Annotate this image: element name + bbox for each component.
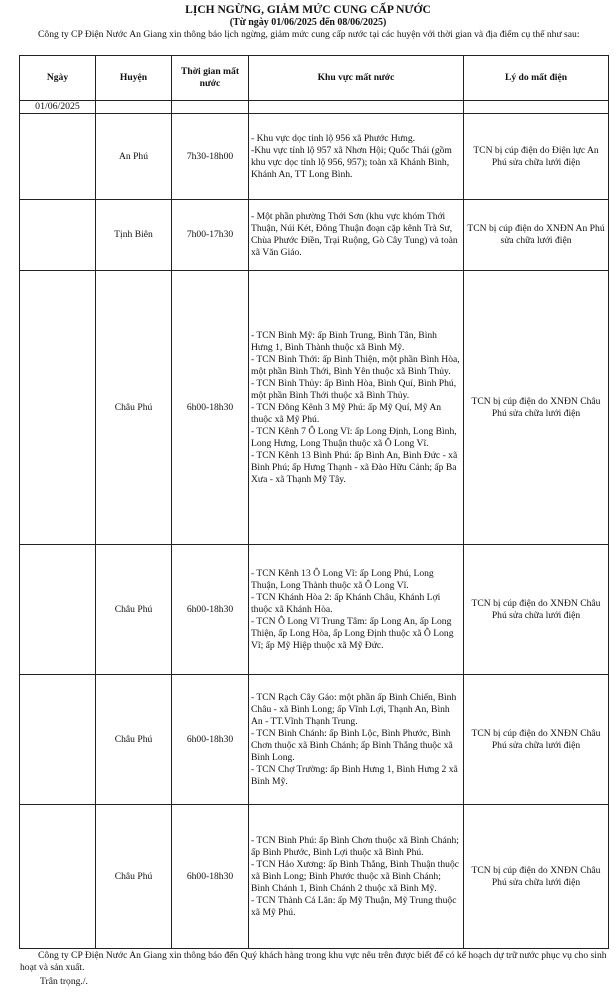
header-area: Khu vực mất nước bbox=[249, 56, 464, 101]
empty-cell bbox=[172, 101, 249, 114]
time-cell: 7h00-17h30 bbox=[172, 200, 249, 271]
area-cell: - Một phần phường Thới Sơn (khu vực khóm Thới Thuận, Núi Két, Đông Thuận đoạn cặp kênh Trà Sư, Chùa Phước Điền, Trại Ruộng, Gò Cây Tung) và toàn xã Văn Giáo. bbox=[249, 200, 464, 271]
district-cell: Châu Phú bbox=[96, 545, 172, 675]
time-cell: 6h00-18h30 bbox=[172, 271, 249, 545]
reason-cell: TCN bị cúp điện do XNĐN Châu Phú sửa chữa lưới điện bbox=[464, 805, 609, 949]
empty-cell bbox=[464, 101, 609, 114]
area-cell: - TCN Bình Mỹ: ấp Bình Trung, Bình Tân, Bình Hưng 1, Bình Thành thuộc xã Bình Mỹ. - TCN Bình Thới: ấp Bình Thiện, một phần Bình Hòa, một phần Bình Thới, Bình Yên thuộc xã Bình Thủy. - TCN Bình Thủy: ấp Bình Hòa, Bình Quí, Bình Phú, một phần Bình Thới thuộc xã Bình Thủy. - TCN Đông Kênh 3 Mỹ Phú: ấp Mỹ Quí, Mỹ An thuộc xã Mỹ Phú. - TCN Kênh 7 Ô Long Vĩ: ấp Long Định, Long Bình, Long Hưng, Long Thuận thuộc xã Ô Long Vĩ. - TCN Kênh 13 Bình Phú: ấp Bình An, Bình Đức - xã Bình Phú; ấp Hưng Thạnh - xã Đào Hữu Cảnh; ấp Ba Xưa - xã Thạnh Mỹ Tây. bbox=[249, 271, 464, 545]
footer-notice: Công ty CP Điện Nước An Giang xin thông báo đến Quý khách hàng trong khu vực nêu trên được biết để có kế hoạch dự trữ nước phục vụ cho sinh hoạt và sản xuất. bbox=[20, 950, 607, 973]
time-cell: 6h00-18h30 bbox=[172, 805, 249, 949]
empty-date-cell bbox=[20, 545, 96, 675]
time-cell: 6h00-18h30 bbox=[172, 545, 249, 675]
area-cell: - TCN Kênh 13 Ô Long Vĩ: ấp Long Phú, Long Thuận, Long Thành thuộc xã Ô Long Vĩ. - TCN Khánh Hòa 2: ấp Khánh Châu, Khánh Lợi thuộc xã Khánh Hòa. - TCN Ô Long Vĩ Trung Tâm: ấp Long An, ấp Long Thiện, ấp Long Hòa, ấp Long Định thuộc xã Ô Long Vĩ; ấp Mỹ Hiệp thuộc xã Mỹ Đức. bbox=[249, 545, 464, 675]
date-range-subtitle: (Từ ngày 01/06/2025 đến 08/06/2025) bbox=[229, 17, 387, 28]
table-row bbox=[20, 805, 609, 949]
header-reason: Lý do mất điện bbox=[464, 56, 609, 101]
district-cell: An Phú bbox=[96, 114, 172, 200]
district-cell: Tịnh Biên bbox=[96, 200, 172, 271]
table-header-row bbox=[20, 56, 609, 101]
district-cell: Châu Phú bbox=[96, 271, 172, 545]
intro-paragraph: Công ty CP Điện Nước An Giang xin thông báo lịch ngừng, giảm mức cung cấp nước tại các huyện với thời gian và địa điểm cụ thể như sau: bbox=[38, 29, 580, 40]
reason-cell: TCN bị cúp điện do XNĐN Châu Phú sửa chữa lưới điện bbox=[464, 675, 609, 805]
area-cell: - Khu vực dọc tỉnh lộ 956 xã Phước Hưng. -Khu vực tỉnh lộ 957 xã Nhơn Hội; Quốc Thái (gồm khu vực dọc tỉnh lộ 956, 957); toàn xã Khánh Bình, Khánh An, TT Long Bình. bbox=[249, 114, 464, 200]
district-cell: Châu Phú bbox=[96, 675, 172, 805]
time-cell: 7h30-18h00 bbox=[172, 114, 249, 200]
empty-date-cell bbox=[20, 805, 96, 949]
header-time: Thời gian mất nước bbox=[172, 56, 249, 101]
table-row bbox=[20, 545, 609, 675]
empty-date-cell bbox=[20, 114, 96, 200]
date-row bbox=[20, 101, 609, 114]
empty-date-cell bbox=[20, 675, 96, 805]
reason-cell: TCN bị cúp điện do XNĐN An Phú sửa chữa lưới điện bbox=[464, 200, 609, 271]
schedule-table bbox=[19, 55, 609, 949]
closing-line: Trân trọng./. bbox=[40, 976, 88, 987]
date-cell: 01/06/2025 bbox=[20, 101, 96, 114]
empty-cell bbox=[96, 101, 172, 114]
time-cell: 6h00-18h30 bbox=[172, 675, 249, 805]
reason-cell: TCN bị cúp điện do XNĐN Châu Phú sửa chữa lưới điện bbox=[464, 271, 609, 545]
table-row bbox=[20, 114, 609, 200]
empty-cell bbox=[249, 101, 464, 114]
table-row bbox=[20, 675, 609, 805]
district-cell: Châu Phú bbox=[96, 805, 172, 949]
empty-date-cell bbox=[20, 271, 96, 545]
header-date: Ngày bbox=[20, 56, 96, 101]
reason-cell: TCN bị cúp điện do XNĐN Châu Phú sửa chữa lưới điện bbox=[464, 545, 609, 675]
reason-cell: TCN bị cúp điện do Điện lực An Phú sửa chữa lưới điện bbox=[464, 114, 609, 200]
header-district: Huyện bbox=[96, 56, 172, 101]
table-row bbox=[20, 200, 609, 271]
area-cell: - TCN Bình Phú: ấp Bình Chơn thuộc xã Bình Chánh; ấp Bình Phước, Bình Lợi thuộc xã Bình Phú. - TCN Hảo Xương: ấp Bình Thắng, Bình Thuận thuộc xã Bình Long; Bình Phước thuộc xã Bình Chánh; Bình Chánh 1, Bình Chánh 2 thuộc xã Bình Mỹ. - TCN Thành Cá Lăn: ấp Mỹ Thuận, Mỹ Trung thuộc xã Mỹ Phú. bbox=[249, 805, 464, 949]
empty-date-cell bbox=[20, 200, 96, 271]
area-cell: - TCN Rạch Cây Gáo: một phần ấp Bình Chiến, Bình Châu - xã Bình Long; ấp Vĩnh Lợi, Thạnh An, Bình An - TT.Vĩnh Thạnh Trung. - TCN Bình Chánh: ấp Bình Lộc, Bình Phước, Bình Chơn thuộc xã Bình Chánh; ấp Bình Thắng thuộc xã Bình Long. - TCN Chợ Trường: ấp Bình Hưng 1, Bình Hưng 2 xã Bình Mỹ. bbox=[249, 675, 464, 805]
table-row bbox=[20, 271, 609, 545]
document-title: LỊCH NGỪNG, GIẢM MỨC CUNG CẤP NƯỚC bbox=[185, 4, 431, 16]
